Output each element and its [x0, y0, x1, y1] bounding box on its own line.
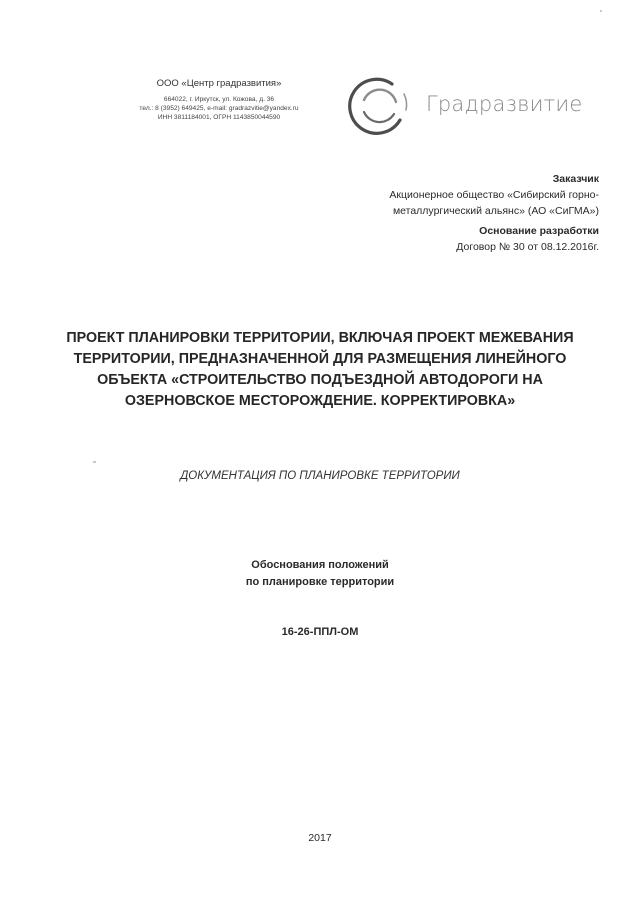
- customer-name-line1: Акционерное общество «Сибирский горно-: [389, 189, 599, 201]
- document-year: 2017: [308, 832, 332, 844]
- document-title: [60, 328, 580, 412]
- customer-name-line2: металлургический альянс» (АО «СиГМА»): [392, 205, 599, 217]
- company-ids: ИНН 3811184001, ОГРН 1143850044590: [157, 114, 281, 121]
- company-contacts: тел.: 8 (3952) 649425, e-mail: gradrazvitie@yandex.ru: [139, 105, 299, 112]
- logo-rings-icon: [334, 74, 424, 138]
- document-type: ДОКУМЕНТАЦИЯ ПО ПЛАНИРОВКЕ ТЕРРИТОРИИ: [180, 470, 460, 482]
- section-line: по планировке территории: [245, 576, 395, 588]
- scan-speck: [600, 10, 602, 12]
- company-logo: [334, 74, 594, 138]
- company-name: ООО «Центр градразвития»: [156, 78, 282, 89]
- title-line: ОБЪЕКТА «СТРОИТЕЛЬСТВО ПОДЪЕЗДНОЙ АВТОДОРОГИ НА: [97, 372, 543, 388]
- title-line: ОЗЕРНОВСКОЕ МЕСТОРОЖДЕНИЕ. КОРРЕКТИРОВКА»: [124, 393, 516, 409]
- customer-block: [319, 171, 599, 255]
- company-address: 664022, г. Иркутск, ул. Кожова, д. 36: [163, 96, 275, 103]
- basis-value: Договор № 30 от 08.12.2016г.: [456, 241, 599, 253]
- section-title: [160, 557, 480, 591]
- section-line: Обоснования положений: [251, 559, 389, 571]
- document-code: 16-26-ППЛ-ОМ: [281, 626, 359, 638]
- title-line: ТЕРРИТОРИИ, ПРЕДНАЗНАЧЕННОЙ ДЛЯ РАЗМЕЩЕНИЯ ЛИНЕЙНОГО: [73, 351, 567, 367]
- scan-speck: [93, 461, 96, 463]
- company-info: [104, 78, 334, 122]
- basis-label: Основание разработки: [479, 225, 599, 237]
- customer-label: Заказчик: [552, 173, 599, 185]
- logo-wordmark: Градразвитие: [426, 92, 583, 116]
- title-line: ПРОЕКТ ПЛАНИРОВКИ ТЕРРИТОРИИ, ВКЛЮЧАЯ ПРОЕКТ МЕЖЕВАНИЯ: [66, 330, 574, 346]
